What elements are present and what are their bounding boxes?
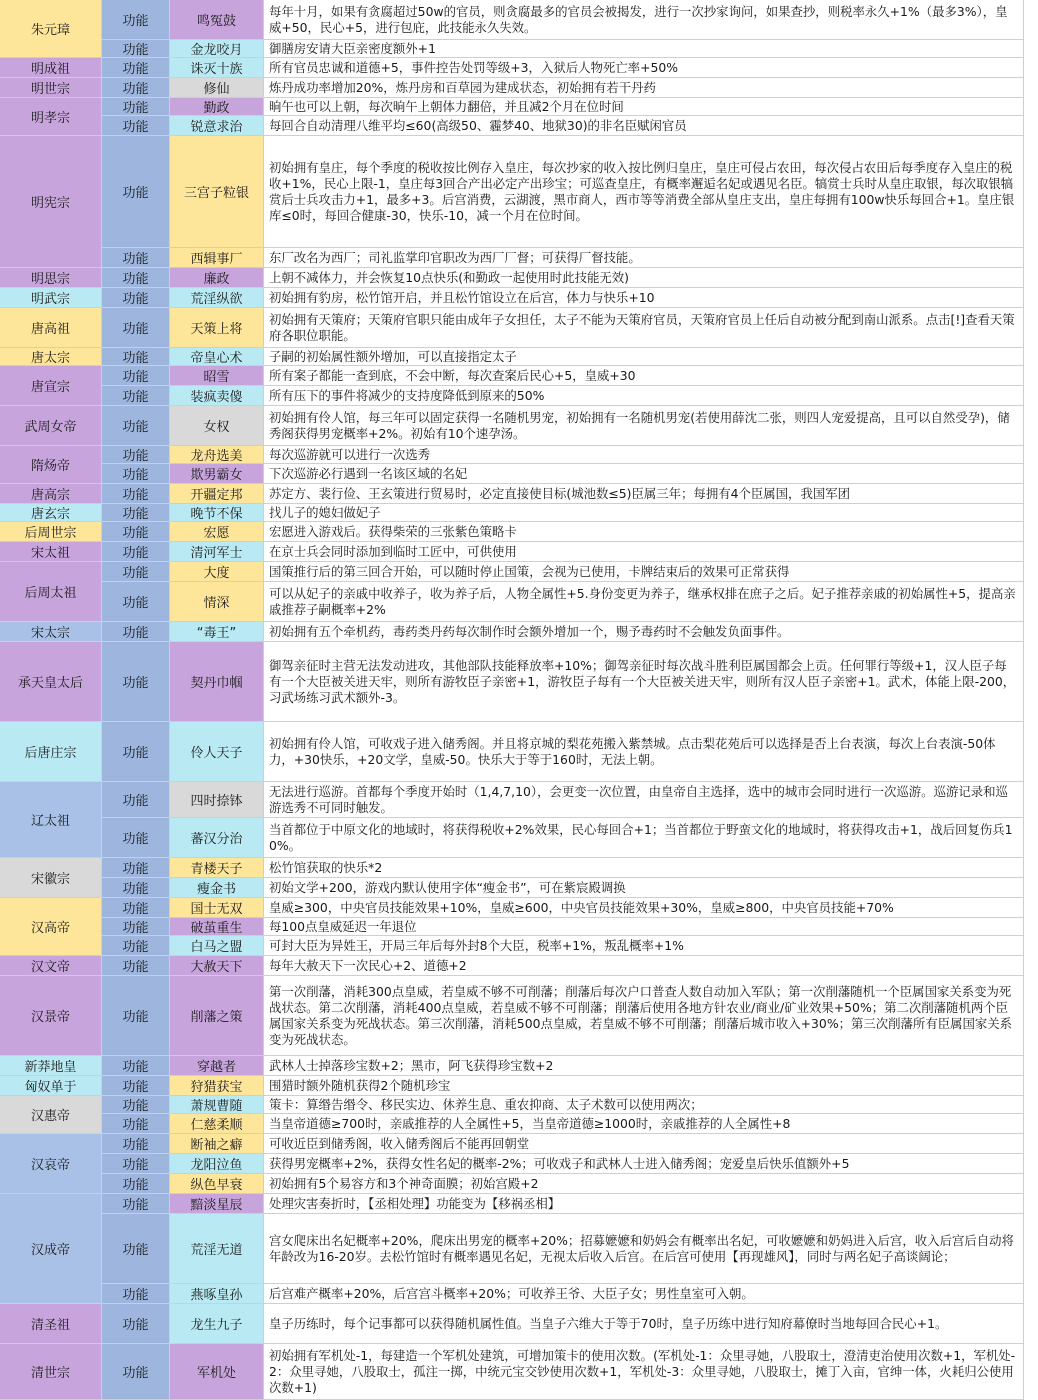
emperor-cell: 明孝宗 [0,98,102,136]
description-cell [264,98,1024,116]
description-cell [264,1114,1024,1134]
description-cell [264,58,1024,78]
skill-name-cell: 穿越者 [170,1056,264,1076]
description-text: 在京士兵会同时添加到临时工匠中，可供使用 [269,543,517,559]
description-text: 当首都位于中原文化的地域时，将获得税收+2%效果，民心每回合+1；当首都位于野蛮文化的地域时，将获得攻击+1，战后回复伤兵10%。 [269,821,1013,853]
description-cell [264,858,1024,878]
skill-name-cell: 龙舟选美 [170,446,264,464]
skill-name-cell: 军机处 [170,1344,264,1400]
type-cell: 功能 [102,542,170,562]
description-text: 当皇帝道德≥700时，亲戚推荐的人全属性+5，当皇帝道德≥1000时，亲戚推荐的人全属性+8 [269,1115,791,1131]
type-cell: 功能 [102,562,170,582]
description-text: 可收近臣到储秀阁，收入储秀阁后不能再回朝堂 [269,1135,530,1151]
description-text: 皇子历练时，每个记事都可以获得随机属性值。当皇子六维大于等于70时，皇子历练中进行知府幕僚时当地每回合民心+1。 [269,1315,948,1331]
description-text: 所有案子都能一查到底，不会中断，每次查案后民心+5，皇威+30 [269,367,636,383]
emperor-cell: 明思宗 [0,268,102,288]
description-cell [264,116,1024,136]
description-text: 苏定方、裴行俭、王玄策进行贸易时，必定直接使目标(城池数≤5)臣属三年；每拥有4个臣属国，我国军团 [269,485,851,501]
emperor-cell: 汉高帝 [0,898,102,956]
description-cell [264,0,1024,40]
description-cell [264,248,1024,268]
type-cell: 功能 [102,918,170,936]
description-text: 找儿子的媳妇做妃子 [269,504,381,520]
skill-name-cell: 龙生九子 [170,1304,264,1344]
description-cell [264,722,1024,782]
description-text: 炼丹成功率增加20%，炼丹房和百草园为建成状态，初始拥有若干丹药 [269,79,656,95]
description-cell [264,366,1024,386]
skill-name-cell: 黯淡星辰 [170,1194,264,1214]
emperor-cell: 汉哀帝 [0,1134,102,1194]
type-cell: 功能 [102,722,170,782]
skill-name-cell: “毒王” [170,622,264,642]
emperor-cell: 汉成帝 [0,1194,102,1304]
description-cell [264,522,1024,542]
emperor-cell: 隋炀帝 [0,446,102,484]
type-cell: 功能 [102,484,170,504]
description-text: 所有压下的事件将减少的支持度降低到原来的50% [269,387,545,403]
skill-name-cell: 大赦天下 [170,956,264,976]
description-cell [264,1076,1024,1096]
emperor-cell: 后周太祖 [0,562,102,622]
description-text: 后宫难产概率+20%，后宫宫斗概率+20%；可收养王爷、大臣子女；男性皇室可入朝。 [269,1285,754,1301]
type-cell: 功能 [102,1304,170,1344]
emperor-cell: 宋徽宗 [0,858,102,898]
description-cell [264,622,1024,642]
type-cell: 功能 [102,642,170,722]
type-cell: 功能 [102,1096,170,1114]
description-text: 每次巡游就可以进行一次选秀 [269,446,431,462]
type-cell: 功能 [102,504,170,522]
description-text: 松竹馆获取的快乐*2 [269,859,383,875]
skill-name-cell: 白马之盟 [170,936,264,956]
type-cell: 功能 [102,1174,170,1194]
skill-name-cell: 帝皇心术 [170,348,264,366]
description-text: 获得男宠概率+2%，获得女性名妃的概率-2%；可收戏子和武林人士进入储秀阁；宠爱皇后快乐值额外+5 [269,1155,850,1171]
emperor-cell: 唐玄宗 [0,504,102,522]
description-cell [264,898,1024,918]
skill-name-cell: 宏愿 [170,522,264,542]
description-cell [264,78,1024,98]
description-cell [264,542,1024,562]
skill-name-cell: 萧规曹随 [170,1096,264,1114]
description-cell [264,406,1024,446]
description-text: 策卡：算缗告缗令、移民实边、休养生息、重农抑商、太子术数可以使用两次； [269,1096,703,1112]
type-cell: 功能 [102,1154,170,1174]
description-text: 可以从妃子的亲戚中收养子，收为养子后，人物全属性+5.身份变更为养子，继承权排在庶子之后。妃子推荐亲戚的初始属性+5，提高亲戚推荐子嗣概率+2% [269,585,1016,617]
skill-name-cell: 荒淫纵欲 [170,288,264,308]
description-cell [264,1174,1024,1194]
type-cell: 功能 [102,956,170,976]
type-cell: 功能 [102,366,170,386]
description-cell [264,1304,1024,1344]
skill-name-cell: 女权 [170,406,264,446]
skill-name-cell: 西辑事厂 [170,248,264,268]
skill-name-cell: 情深 [170,582,264,622]
emperor-cell: 清世宗 [0,1344,102,1400]
type-cell: 功能 [102,622,170,642]
skill-name-cell: 青楼天子 [170,858,264,878]
emperor-cell: 匈奴单于 [0,1076,102,1096]
description-text: 初始拥有伶人馆，每三年可以固定获得一名随机男宠，初始拥有一名随机男宠(若使用薛沈二张，则四人宠爱提高，且可以自然受孕)，储秀阁获得男宠概率+2%。初始有10个速孕汤。 [269,409,1010,441]
emperor-cell: 唐太宗 [0,348,102,366]
description-text: 初始拥有5个易容方和3个神奇面膜；初始宫殿+2 [269,1175,539,1191]
emperor-cell: 汉景帝 [0,976,102,1056]
type-cell: 功能 [102,98,170,116]
description-cell [264,268,1024,288]
description-text: 每回合自动清理八维平均≤60(高级50、霾梦40、地狱30)的非名臣赋闲官员 [269,117,687,133]
description-text: 晌午也可以上朝，每次晌午上朝体力翻倍，并且减2个月在位时间 [269,98,624,114]
description-text: 每年大赦天下一次民心+2、道德+2 [269,957,467,973]
emperor-cell: 汉惠帝 [0,1096,102,1134]
description-text: 处理灾害奏折时，【丞相处理】功能变为【移祸丞相】 [269,1195,561,1211]
description-cell [264,136,1024,248]
skill-name-cell: 削藩之策 [170,976,264,1056]
description-text: 下次巡游必行遇到一名该区域的名妃 [269,465,468,481]
description-text: 初始拥有豹房，松竹馆开启，并且松竹馆设立在后宫，体力与快乐+10 [269,289,655,305]
type-cell: 功能 [102,858,170,878]
emperor-cell: 后唐庄宗 [0,722,102,782]
emperor-cell: 宋太宗 [0,622,102,642]
skill-name-cell: 大度 [170,562,264,582]
description-cell [264,504,1024,522]
type-cell: 功能 [102,1056,170,1076]
emperor-cell: 宋太祖 [0,542,102,562]
description-text: 每年十月，如果有贪腐超过50w的官员，则贪腐最多的官员会被揭发，进行一次抄家询问，如果查抄，则税率永久+1%（最多3%），皇威+50，民心+5，进行包庇，此技能永久失效。 [269,3,1008,35]
emperor-cell: 明宪宗 [0,136,102,268]
type-cell: 功能 [102,288,170,308]
emperor-cell: 辽太祖 [0,782,102,858]
type-cell: 功能 [102,406,170,446]
description-text: 第一次削藩，消耗300点皇威，若皇威不够不可削藩；削藩后每次户口普查人数自动加入军队；第一次削藩随机一个臣属国家关系变为死战状态。第二次削藩，消耗400点皇威，若皇威不够不可削藩；削藩后使用各地方针农业/商业/矿业效果+50%；第二次削藩随机两个臣属国家关系变为死战状态。第三次削藩，消耗500点皇威，若皇威不够不可削藩；削藩后城市收入+30%；第三次削藩所有臣属国家关系变为死战状态。 [269,983,1013,1047]
skill-name-cell: 修仙 [170,78,264,98]
description-cell [264,288,1024,308]
description-cell [264,446,1024,464]
description-cell [264,782,1024,818]
type-cell: 功能 [102,878,170,898]
skill-name-cell: 伶人天子 [170,722,264,782]
skill-name-cell: 国士无双 [170,898,264,918]
type-cell: 功能 [102,116,170,136]
description-cell [264,976,1024,1056]
skill-name-cell: 仁慈柔顺 [170,1114,264,1134]
description-text: 御膳房安请大臣亲密度额外+1 [269,40,436,56]
type-cell: 功能 [102,464,170,484]
skill-name-cell: 装疯卖傻 [170,386,264,406]
type-cell: 功能 [102,78,170,98]
description-cell [264,1134,1024,1154]
emperor-cell: 明武宗 [0,288,102,308]
type-cell: 功能 [102,1114,170,1134]
description-cell [264,918,1024,936]
description-cell [264,1096,1024,1114]
skill-name-cell: 瘦金书 [170,878,264,898]
type-cell: 功能 [102,40,170,58]
type-cell: 功能 [102,308,170,348]
description-cell [264,40,1024,58]
emperor-cell: 后周世宗 [0,522,102,542]
type-cell: 功能 [102,522,170,542]
description-text: 东厂改名为西厂；司礼监掌印官职改为西厂厂督；可获得厂督技能。 [269,249,641,265]
description-cell [264,1284,1024,1304]
description-cell [264,936,1024,956]
description-cell [264,642,1024,722]
emperor-cell: 武周女帝 [0,406,102,446]
description-text: 武林人士掉落珍宝数+2；黑市，阿飞获得珍宝数+2 [269,1057,554,1073]
skill-name-cell: 勤政 [170,98,264,116]
skill-name-cell: 昭雪 [170,366,264,386]
description-text: 每100点皇威延迟一年退位 [269,918,417,934]
description-text: 初始拥有天策府；天策府官职只能由成年子女担任，太子不能为天策府官员，天策府官员上任后自动被分配到南山派系。点击[!]查看天策府各职位职能。 [269,311,1015,343]
skill-name-cell: 燕啄皇孙 [170,1284,264,1304]
description-text: 宏愿进入游戏后。获得柴荣的三张紫色策略卡 [269,523,517,539]
description-cell [264,484,1024,504]
description-cell [264,348,1024,366]
type-cell: 功能 [102,136,170,248]
description-text: 宫女爬床出名妃概率+20%，爬床出男宠的概率+20%；招募嬷嬷和奶妈会有概率出名妃，可收嬷嬷和奶妈进入后宫，收入后宫后自动将年龄改为16-20岁。去松竹馆时有概率遇见名妃，无视太后收入后宫。在后宫可使用【再现雄风】，同时与两名妃子高谈阔论； [269,1232,1014,1264]
skill-name-cell: 龙阳泣鱼 [170,1154,264,1174]
emperor-cell: 朱元璋 [0,0,102,58]
skill-name-cell: 契丹巾帼 [170,642,264,722]
type-cell: 功能 [102,1284,170,1304]
type-cell: 功能 [102,898,170,918]
description-text: 围猎时额外随机获得2个随机珍宝 [269,1077,451,1093]
type-cell: 功能 [102,936,170,956]
skill-name-cell: 三宫子粒银 [170,136,264,248]
emperor-cell: 明成祖 [0,58,102,78]
emperor-cell: 唐高宗 [0,484,102,504]
skill-name-cell: 蕃汉分治 [170,818,264,858]
description-cell [264,1214,1024,1284]
type-cell: 功能 [102,1076,170,1096]
type-cell: 功能 [102,248,170,268]
description-cell [264,562,1024,582]
description-cell [264,464,1024,484]
type-cell: 功能 [102,1344,170,1400]
skill-name-cell: 狩猎获宝 [170,1076,264,1096]
type-cell: 功能 [102,446,170,464]
skill-name-cell: 纵色早衰 [170,1174,264,1194]
type-cell: 功能 [102,0,170,40]
skill-name-cell: 荒淫无道 [170,1214,264,1284]
type-cell: 功能 [102,348,170,366]
emperor-cell: 唐高祖 [0,308,102,348]
type-cell: 功能 [102,782,170,818]
description-cell [264,1154,1024,1174]
emperor-cell: 承天皇太后 [0,642,102,722]
description-cell [264,386,1024,406]
type-cell: 功能 [102,976,170,1056]
skill-name-cell: 四时捺钵 [170,782,264,818]
description-cell [264,582,1024,622]
type-cell: 功能 [102,268,170,288]
type-cell: 功能 [102,818,170,858]
type-cell: 功能 [102,582,170,622]
skill-name-cell: 晚节不保 [170,504,264,522]
skill-name-cell: 廉政 [170,268,264,288]
skill-name-cell: 清河军士 [170,542,264,562]
description-text: 初始拥有皇庄，每个季度的税收按比例存入皇庄，每次抄家的收入按比例归皇庄，皇庄可侵占农田，每次侵占农田后每季度存入皇庄的税收+1%，民心上限-1，皇庄每3回合产出必定产出珍宝；可巡查皇庄，有概率邂逅名妃或遇见名臣。犒赏士兵时从皇庄取银，每次取银犒赏后士兵攻击力+1，最多+3。后宫消费，云湖渡，黑市商人，西市等等消费全部从皇庄支出，皇庄每拥有100w快乐每回合+1。皇庄银库≤0时，每回合健康-30，快乐-10，减一个月在位时间。 [269,159,1015,223]
description-text: 所有官员忠诚和道德+5，事件控告处罚等级+3，入狱后人物死亡率+50% [269,59,678,75]
emperor-cell: 汉文帝 [0,956,102,976]
description-cell [264,818,1024,858]
emperor-cell: 新莽地皇 [0,1056,102,1076]
description-text: 上朝不减体力，并会恢复10点快乐(和勤政一起使用时此技能无效) [269,269,629,285]
skill-name-cell: 诛灭十族 [170,58,264,78]
skill-name-cell: 金龙咬月 [170,40,264,58]
type-cell: 功能 [102,1134,170,1154]
skill-name-cell: 鸣冤鼓 [170,0,264,40]
skill-name-cell: 断袖之癖 [170,1134,264,1154]
type-cell: 功能 [102,1214,170,1284]
type-cell: 功能 [102,58,170,78]
description-text: 皇威≥300，中央官员技能效果+10%，皇威≥600，中央官员技能效果+30%，皇威≥800，中央官员技能+70% [269,899,894,915]
description-cell [264,878,1024,898]
description-text: 初始拥有伶人馆，可收戏子进入储秀阁。并且将京城的梨花苑搬入紫禁城。点击梨花苑后可以选择是否上台表演，每次上台表演-50体力，+30快乐，+20文学，皇威-50。快乐大于等于160时，无法上朝。 [269,735,996,767]
description-text: 初始文学+200，游戏内默认使用字体“瘦金书”，可在紫宸殿调换 [269,879,626,895]
description-text: 初始拥有五个牵机药，毒药类丹药每次制作时会额外增加一个，赐予毒药时不会触发负面事件。 [269,623,790,639]
skill-name-cell: 锐意求治 [170,116,264,136]
description-cell [264,1344,1024,1400]
description-text: 可封大臣为异姓王，开局三年后每外封8个大臣，税率+1%，叛乱概率+1% [269,937,684,953]
emperor-cell: 清圣祖 [0,1304,102,1344]
description-text: 初始拥有军机处-1，每建造一个军机处建筑，可增加策卡的使用次数。(军机处-1：众里寻她，八股取士，澄清吏治使用次数+1，军机处-2：众里寻她，八股取士，孤注一掷，中统元宝交钞使用次数+1，军机处-3：众里寻她，八股取士，摊丁入亩，官绅一体，火耗归公使用次数+1) [269,1347,1016,1395]
description-cell [264,956,1024,976]
description-text: 子嗣的初始属性额外增加，可以直接指定太子 [269,348,517,364]
type-cell: 功能 [102,1194,170,1214]
description-cell [264,1056,1024,1076]
description-cell [264,1194,1024,1214]
skill-name-cell: 天策上将 [170,308,264,348]
skill-name-cell: 破茧重生 [170,918,264,936]
description-text: 国策推行后的第三回合开始，可以随时停止国策，会视为已使用，卡牌结束后的效果可正常获得 [269,563,790,579]
type-cell: 功能 [102,386,170,406]
description-text: 御驾亲征时主营无法发动进攻，其他部队技能释放率+10%；御驾亲征时每次战斗胜利臣属国都会上贡。任何罪行等级+1，汉人臣子每有一个大臣被关进天牢，则所有游牧臣子亲密+1，游牧臣子每有一个大臣被关进天牢，则所有汉人臣子亲密+1。武术，体能上限-200，习武场练习武术额外-3。 [269,657,1016,705]
emperor-cell: 唐宣宗 [0,366,102,406]
skill-name-cell: 开疆定邦 [170,484,264,504]
description-text: 无法进行巡游。首都每个季度开始时（1,4,7,10），会更变一次位置，由皇帝自主选择，选中的城市会同时进行一次巡游。巡游记录和巡游选秀不可同时触发。 [269,783,1008,815]
description-cell [264,308,1024,348]
skill-name-cell: 欺男霸女 [170,464,264,484]
emperor-cell: 明世宗 [0,78,102,98]
